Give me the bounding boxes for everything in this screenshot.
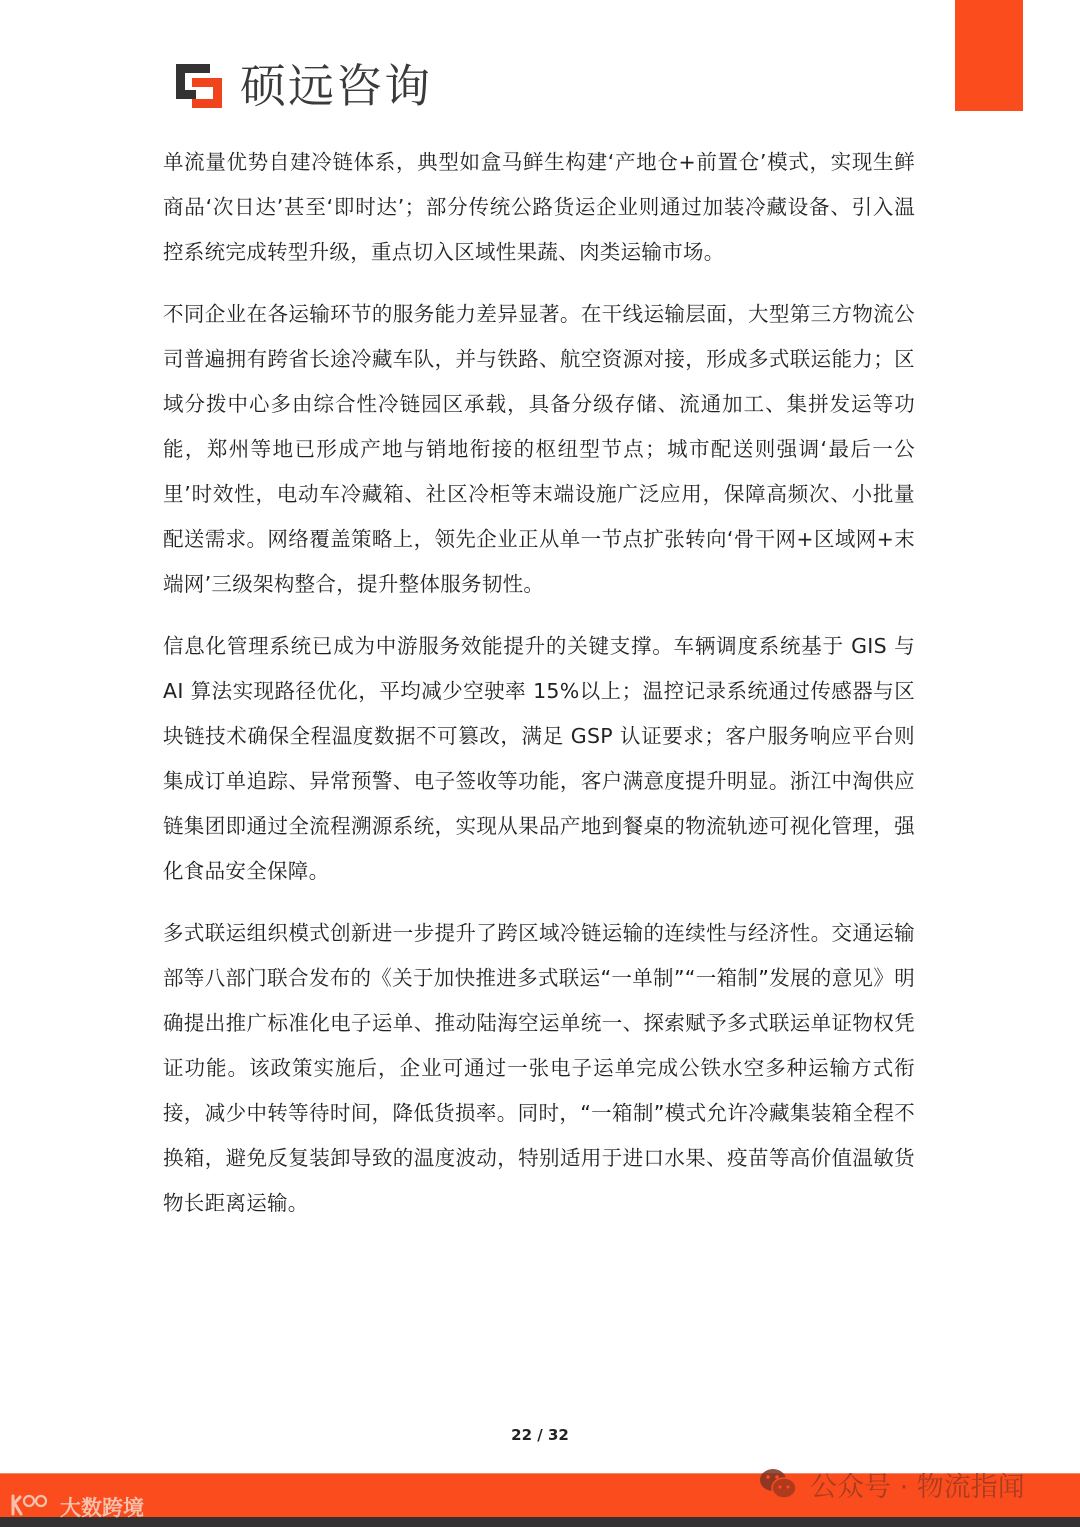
watermark-left-text: 大数跨境 [60,1496,144,1520]
paragraph: 不同企业在各运输环节的服务能力差异显著。在干线运输层面，大型第三方物流公司普遍拥有跨省长途冷藏车队，并与铁路、航空资源对接，形成多式联运能力；区域分拨中心多由综合性冷链园区承载，具备分级存储、流通加工、集拼发运等功能，郑州等地已形成产地与销地衔接的枢纽型节点；城市配送则强调‘最后一公里’时效性，电动车冷藏箱、社区冷柜等末端设施广泛应用，保障高频次、小批量配送需求。网络覆盖策略上，领先企业正从单一节点扩张转向‘骨干网+区域网+末端网’三级架构整合，提升整体服务韧性。 [163,302,915,596]
page-number: 22 / 32 [511,1426,569,1444]
brand-logo [176,60,432,112]
watermark-right-text: 公众号 · 物流指闻 [810,1471,1025,1503]
paragraph: 信息化管理系统已成为中游服务效能提升的关键支撑。车辆调度系统基于 GIS 与 AI 算法实现路径优化，平均减少空驶率 15%以上；温控记录系统通过传感器与区块链技术确保全程温度数据不可篡改，满足 GSP 认证要求；客户服务响应平台则集成订单追踪、异常预警、电子签收等功能，客户满意度提升明显。浙江中淘供应链集团即通过全流程溯源系统，实现从果品产地到餐桌的物流轨迹可视化管理，强化食品安全保障。 [163,634,915,883]
watermark-left [10,1493,144,1521]
dashu-logo-icon [10,1493,50,1522]
document-body [163,140,915,1243]
corner-accent-block [955,0,1023,111]
brand-name: 硕远咨询 [240,59,432,113]
paragraph: 单流量优势自建冷链体系，典型如盒马鲜生构建‘产地仓+前置仓’模式，实现生鲜商品‘次日达’甚至‘即时达’；部分传统公路货运企业则通过加装冷藏设备、引入温控系统完成转型升级，重点切入区域性果蔬、肉类运输市场。 [163,150,915,264]
watermark-right [758,1466,1025,1502]
footer-dark-strip [0,1517,1080,1527]
sy-bracket-logo-icon [176,64,230,108]
wechat-icon [758,1467,798,1501]
paragraph: 多式联运组织模式创新进一步提升了跨区域冷链运输的连续性与经济性。交通运输部等八部门联合发布的《关于加快推进多式联运“一单制”“一箱制”发展的意见》明确提出推广标准化电子运单、推动陆海空运单统一、探索赋予多式联运单证物权凭证功能。该政策实施后，企业可通过一张电子运单完成公铁水空多种运输方式衔接，减少中转等待时间，降低货损率。同时，“一箱制”模式允许冷藏集装箱全程不换箱，避免反复装卸导致的温度波动，特别适用于进口水果、疫苗等高价值温敏货物长距离运输。 [163,921,915,1215]
